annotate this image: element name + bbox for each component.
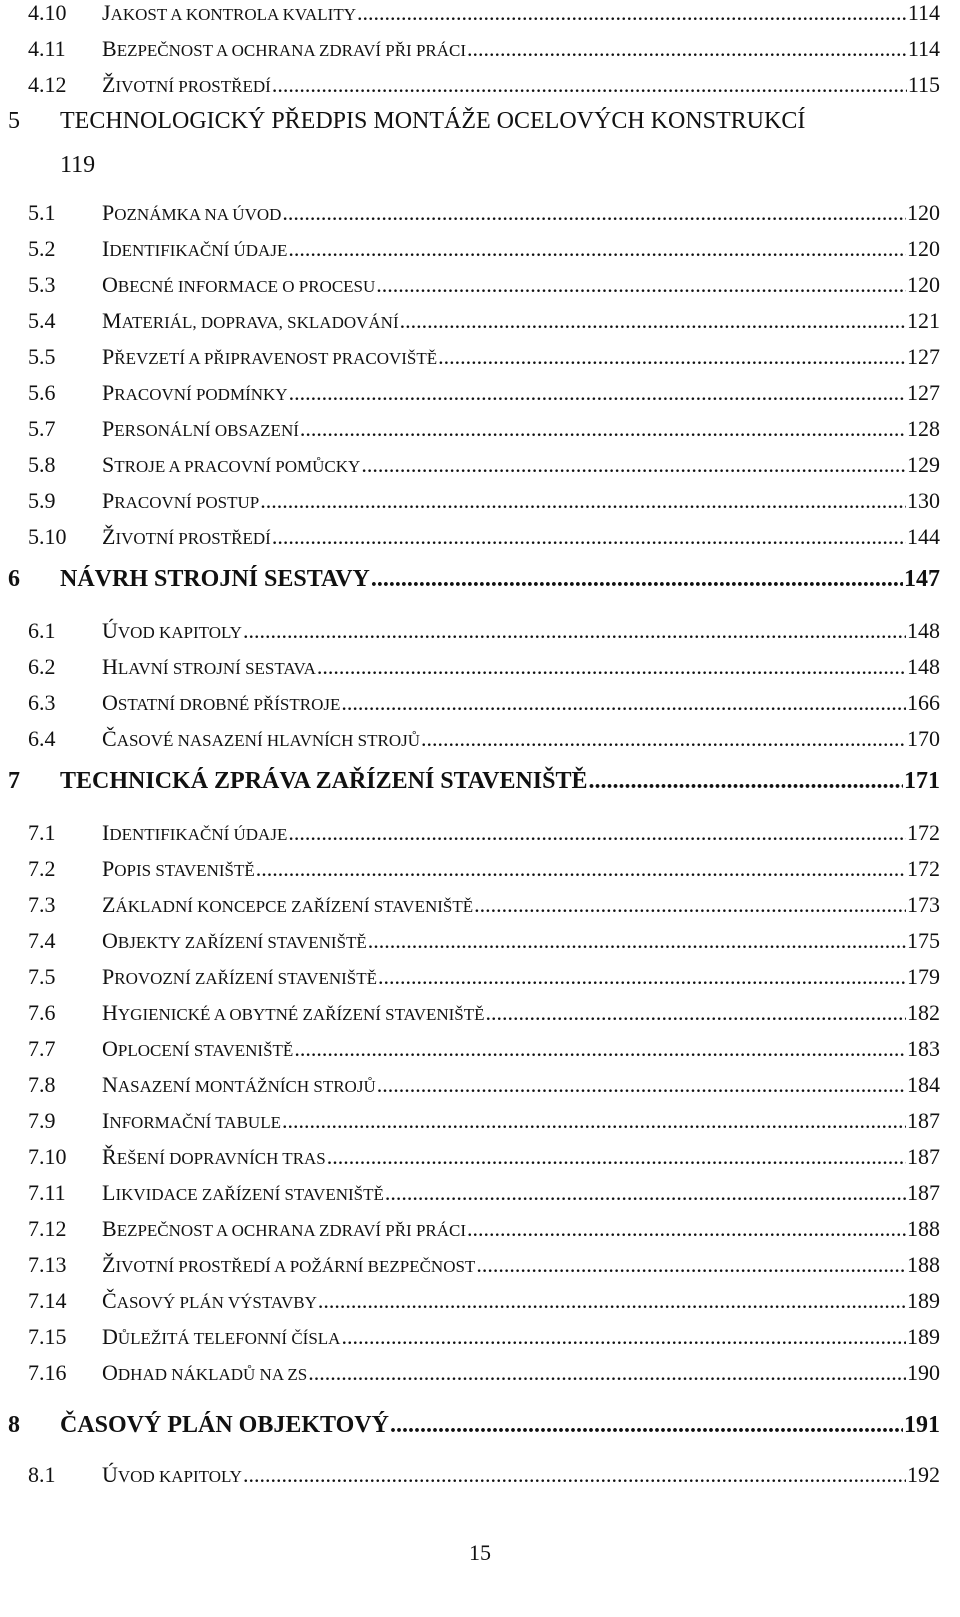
toc-entry-number: 7.5	[28, 964, 56, 989]
toc-entry-title	[102, 928, 367, 954]
toc-entry-title-initial: P	[102, 380, 115, 405]
toc-entry-page: 171	[904, 768, 940, 794]
toc-entry-number: 6.3	[28, 690, 56, 715]
toc-entry-title-rest: EŠENÍ DOPRAVNÍCH TRAS	[116, 1149, 326, 1168]
dot-leader	[357, 0, 907, 26]
toc-entry-title	[102, 200, 281, 226]
toc-entry-title-initial: Č	[102, 726, 117, 751]
toc-entry-number: 7.2	[28, 856, 56, 881]
dot-leader	[467, 1216, 906, 1242]
dot-leader	[288, 236, 906, 262]
toc-entry-title: TECHNICKÁ ZPRÁVA ZAŘÍZENÍ STAVENIŠTĚ	[60, 768, 588, 794]
toc-entry-title-initial: S	[102, 452, 115, 477]
toc-entry-title-rest: ŮLEŽITÁ TELEFONNÍ ČÍSLA	[117, 1329, 341, 1348]
toc-entry-title-rest: ÁKLADNÍ KONCEPCE ZAŘÍZENÍ STAVENIŠTĚ	[115, 897, 474, 916]
toc-entry-title	[102, 892, 473, 918]
toc-entry-title	[102, 1360, 307, 1386]
toc-entry-title-initial: H	[102, 1000, 118, 1025]
toc-entry-title-rest: ERSONÁLNÍ OBSAZENÍ	[114, 421, 299, 440]
toc-entry-page: 188	[907, 1216, 940, 1241]
toc-entry-title	[102, 344, 437, 370]
toc-entry-title-rest: STATNÍ DROBNÉ PŘÍSTROJE	[117, 695, 341, 714]
toc-entry[interactable]	[0, 1324, 940, 1350]
toc-entry-page: 179	[907, 964, 940, 989]
toc-entry-title-initial: O	[102, 272, 118, 297]
toc-entry-page: 187	[907, 1108, 940, 1133]
dot-leader	[243, 618, 906, 644]
toc-entry-title	[102, 1462, 242, 1488]
toc-entry-title-initial: N	[102, 1072, 118, 1097]
toc-entry-number: 5.3	[28, 272, 56, 297]
toc-entry-title-initial: B	[102, 36, 117, 61]
toc-entry-title	[102, 1108, 281, 1134]
toc-entry-title	[102, 726, 420, 752]
toc-entry-title-rest: EZPEČNOST A OCHRANA ZDRAVÍ PŘI PRÁCI	[116, 41, 467, 60]
toc-entry-page: 191	[904, 1412, 940, 1438]
toc-entry[interactable]	[0, 308, 940, 334]
toc-entry[interactable]	[0, 964, 940, 990]
toc-entry-title-rest: ASOVÉ NASAZENÍ HLAVNÍCH STROJŮ	[116, 731, 421, 750]
toc-entry-title-rest: BJEKTY ZAŘÍZENÍ STAVENIŠTĚ	[117, 933, 367, 952]
toc-entry-title-initial: P	[102, 856, 115, 881]
toc-entry-number: 7.9	[28, 1108, 56, 1133]
toc-entry-page: 120	[907, 200, 940, 225]
toc-entry-number: 8.1	[28, 1462, 56, 1487]
toc-entry-title	[102, 618, 242, 644]
toc-entry-page: 184	[907, 1072, 940, 1097]
toc-entry-title: TECHNOLOGICKÝ PŘEDPIS MONTÁŽE OCELOVÝCH KONSTRUKCÍ	[60, 108, 806, 134]
toc-entry[interactable]	[0, 726, 940, 752]
dot-leader	[376, 272, 906, 298]
toc-entry-title-initial: O	[102, 928, 118, 953]
toc-entry[interactable]	[0, 452, 940, 478]
toc-entry-title	[102, 1288, 317, 1314]
toc-entry-page: 114	[907, 0, 940, 25]
toc-entry-title	[102, 1144, 326, 1170]
toc-entry-title	[102, 488, 259, 514]
toc-entry-page: 189	[907, 1324, 940, 1349]
toc-entry-title-rest: DENTIFIKAČNÍ ÚDAJE	[109, 825, 288, 844]
toc-entry[interactable]	[0, 892, 940, 918]
toc-entry[interactable]	[0, 108, 940, 135]
toc-entry-title	[102, 416, 299, 442]
toc-entry-title-rest: DHAD NÁKLADŮ NA ZS	[117, 1365, 308, 1384]
toc-entry[interactable]	[0, 1000, 940, 1026]
toc-entry-title-initial: P	[102, 344, 115, 369]
toc-entry-title	[102, 0, 356, 26]
toc-entry-page: 189	[907, 1288, 940, 1313]
toc-entry-title-initial: Ú	[102, 618, 118, 643]
toc-entry-page: 166	[907, 690, 940, 715]
dot-leader	[243, 1462, 906, 1488]
toc-entry-number: 7.6	[28, 1000, 56, 1025]
toc-entry[interactable]	[0, 820, 940, 846]
toc-entry[interactable]	[0, 1036, 940, 1062]
toc-entry-page: 175	[907, 928, 940, 953]
toc-entry[interactable]	[0, 36, 940, 62]
dot-leader	[288, 820, 906, 846]
toc-entry-title-initial: Ú	[102, 1462, 118, 1487]
toc-entry-title-initial: Č	[102, 1288, 117, 1313]
dot-leader	[438, 344, 906, 370]
toc-entry-title	[102, 524, 271, 550]
toc-entry-title	[102, 72, 271, 98]
toc-entry[interactable]	[0, 768, 940, 795]
toc-entry[interactable]	[0, 618, 940, 644]
toc-entry[interactable]	[0, 654, 940, 680]
toc-entry-title	[102, 308, 399, 334]
dot-leader	[400, 308, 906, 334]
toc-entry-page: 120	[907, 272, 940, 297]
toc-entry-title-rest: ŘEVZETÍ A PŘIPRAVENOST PRACOVIŠTĚ	[114, 349, 438, 368]
toc-entry-number: 7.15	[28, 1324, 67, 1349]
toc-entry-title	[102, 1072, 376, 1098]
toc-entry-title-initial: P	[102, 964, 115, 989]
toc-entry-number: 5.7	[28, 416, 56, 441]
toc-entry-title	[102, 272, 375, 298]
toc-entry-page: 172	[907, 856, 940, 881]
toc-entry[interactable]	[0, 690, 940, 716]
toc-entry-page: 190	[907, 1360, 940, 1385]
toc-entry-title	[102, 1324, 340, 1350]
toc-entry-number: 6	[8, 566, 20, 592]
toc-entry-page: 115	[907, 72, 940, 97]
toc-entry-title-rest: BECNÉ INFORMACE O PROCESU	[117, 277, 376, 296]
toc-entry-title-initial: L	[102, 1180, 116, 1205]
dot-leader	[361, 452, 906, 478]
toc-entry-number: 7.1	[28, 820, 56, 845]
toc-entry-number: 4.10	[28, 0, 67, 25]
dot-leader	[289, 380, 906, 406]
toc-entry-title-initial: Ž	[102, 524, 116, 549]
toc-entry-title-rest: PLOCENÍ STAVENIŠTĚ	[117, 1041, 294, 1060]
dot-leader	[272, 72, 907, 98]
dot-leader	[300, 416, 906, 442]
toc-entry[interactable]	[0, 0, 940, 26]
toc-entry[interactable]	[0, 928, 940, 954]
toc-entry-page: 129	[907, 452, 940, 477]
toc-entry-page: 170	[907, 726, 940, 751]
toc-entry-title-rest: ROVOZNÍ ZAŘÍZENÍ STAVENIŠTĚ	[114, 969, 377, 988]
dot-leader	[385, 1180, 906, 1206]
dot-leader	[341, 690, 906, 716]
toc-entry-title-initial: M	[102, 308, 122, 333]
toc-entry-number: 5.10	[28, 524, 67, 549]
toc-entry-title-rest: AKOST A KONTROLA KVALITY	[110, 5, 356, 24]
toc-entry-title-rest: VOD KAPITOLY	[117, 623, 242, 642]
toc-entry-title-rest: VOD KAPITOLY	[117, 1467, 242, 1486]
toc-entry-title-rest: IVOTNÍ PROSTŘEDÍ A POŽÁRNÍ BEZPEČNOST	[115, 1257, 476, 1276]
toc-entry[interactable]	[0, 236, 940, 262]
toc-entry-title-initial: D	[102, 1324, 118, 1349]
toc-entry-page: 187	[907, 1180, 940, 1205]
toc-entry[interactable]	[0, 200, 940, 226]
toc-entry-title	[102, 654, 316, 680]
toc-entry-page: 127	[907, 380, 940, 405]
toc-entry-title-initial: O	[102, 690, 118, 715]
toc-entry-title-rest: OPIS STAVENIŠTĚ	[114, 861, 255, 880]
toc-entry-page: 183	[907, 1036, 940, 1061]
toc-entry-title-initial: P	[102, 416, 115, 441]
toc-entry[interactable]	[0, 416, 940, 442]
toc-entry[interactable]	[0, 1252, 940, 1278]
toc-entry-page: 130	[907, 488, 940, 513]
dot-leader	[486, 1000, 906, 1026]
dot-leader	[282, 200, 906, 226]
toc-entry-number: 6.1	[28, 618, 56, 643]
toc-entry-title	[102, 452, 360, 478]
toc-entry-number: 7.14	[28, 1288, 67, 1313]
toc-entry-title	[102, 820, 287, 846]
dot-leader	[327, 1144, 906, 1170]
toc-entry-title-initial: J	[102, 0, 111, 25]
toc-entry-title-initial: B	[102, 1216, 117, 1241]
toc-entry-number: 7.7	[28, 1036, 56, 1061]
dot-leader	[421, 726, 906, 752]
toc-entry[interactable]	[0, 566, 940, 593]
dot-leader	[588, 768, 903, 795]
toc-entry[interactable]	[0, 380, 940, 406]
dot-leader	[341, 1324, 906, 1350]
dot-leader	[308, 1360, 906, 1386]
dot-leader	[318, 1288, 906, 1314]
toc-entry-title-rest: IVOTNÍ PROSTŘEDÍ	[115, 77, 271, 96]
toc-entry-number: 5	[8, 108, 20, 134]
toc-entry-title	[102, 1252, 475, 1278]
toc-entry[interactable]	[0, 272, 940, 298]
dot-leader	[256, 856, 906, 882]
toc-entry-page: 147	[904, 566, 940, 592]
toc-entry-title	[102, 964, 377, 990]
toc-entry-number: 7.13	[28, 1252, 67, 1277]
toc-entry-title-rest: IVOTNÍ PROSTŘEDÍ	[115, 529, 271, 548]
toc-entry-title-initial: I	[102, 1108, 110, 1133]
toc-entry-title-rest: RACOVNÍ POSTUP	[114, 493, 260, 512]
toc-entry-page: 119	[60, 152, 96, 178]
toc-entry-page: 114	[907, 36, 940, 61]
dot-leader	[282, 1108, 906, 1134]
toc-entry-number: 4.12	[28, 72, 67, 97]
toc-entry-title-rest: DENTIFIKAČNÍ ÚDAJE	[109, 241, 288, 260]
toc-entry-title	[102, 380, 288, 406]
toc-entry-title-rest: LAVNÍ STROJNÍ SESTAVA	[117, 659, 316, 678]
toc-entry-number: 5.2	[28, 236, 56, 261]
dot-leader	[378, 964, 906, 990]
toc-entry-number: 7.3	[28, 892, 56, 917]
toc-entry-title	[102, 1000, 485, 1026]
toc-entry[interactable]	[0, 1216, 940, 1242]
toc-entry-title: ČASOVÝ PLÁN OBJEKTOVÝ	[60, 1412, 389, 1438]
dot-leader	[390, 1412, 903, 1439]
dot-leader	[294, 1036, 906, 1062]
toc-entry[interactable]	[0, 1360, 940, 1386]
toc-entry[interactable]	[0, 488, 940, 514]
dot-leader	[474, 892, 906, 918]
dot-leader	[272, 524, 906, 550]
toc-entry-number: 7.10	[28, 1144, 67, 1169]
toc-entry-page: 173	[907, 892, 940, 917]
toc-entry-number: 7.16	[28, 1360, 67, 1385]
toc-entry-title-initial: Ž	[102, 1252, 116, 1277]
toc-entry-number: 5.5	[28, 344, 56, 369]
toc-entry-number: 8	[8, 1412, 20, 1438]
toc-entry-page: 182	[907, 1000, 940, 1025]
toc-entry-title-rest: OZNÁMKA NA ÚVOD	[114, 205, 282, 224]
toc-entry[interactable]	[0, 1412, 940, 1439]
toc-entry-title-rest: NFORMAČNÍ TABULE	[109, 1113, 281, 1132]
toc-entry[interactable]	[0, 524, 940, 550]
dot-leader	[371, 566, 903, 593]
toc-entry-page-line	[0, 152, 960, 179]
toc-entry-page: 120	[907, 236, 940, 261]
toc-entry-title-rest: RACOVNÍ PODMÍNKY	[114, 385, 288, 404]
toc-entry-title	[102, 690, 340, 716]
toc-entry-number: 5.4	[28, 308, 56, 333]
toc-entry-page: 188	[907, 1252, 940, 1277]
toc-entry[interactable]	[0, 1180, 940, 1206]
toc-entry-number: 7.11	[28, 1180, 66, 1205]
toc-entry-page: 128	[907, 416, 940, 441]
dot-leader	[317, 654, 906, 680]
toc-entry[interactable]	[0, 1108, 940, 1134]
toc-entry-title-rest: YGIENICKÉ A OBYTNÉ ZAŘÍZENÍ STAVENIŠTĚ	[117, 1005, 485, 1024]
toc-entry[interactable]	[0, 1144, 940, 1170]
toc-entry-title	[102, 36, 466, 62]
toc-entry-page: 192	[907, 1462, 940, 1487]
toc-entry-title	[102, 236, 287, 262]
toc-entry-title-initial: O	[102, 1036, 118, 1061]
dot-leader	[368, 928, 906, 954]
toc-entry-page: 144	[907, 524, 940, 549]
toc-entry[interactable]	[0, 856, 940, 882]
toc-entry-title-initial: O	[102, 1360, 118, 1385]
toc-entry-number: 7	[8, 768, 20, 794]
toc-entry-number: 7.8	[28, 1072, 56, 1097]
toc-entry-title: NÁVRH STROJNÍ SESTAVY	[60, 566, 370, 592]
toc-entry-title	[102, 856, 255, 882]
toc-entry-title-initial: P	[102, 200, 115, 225]
toc-entry-number: 4.11	[28, 36, 66, 61]
dot-leader	[260, 488, 906, 514]
toc-entry-title-rest: IKVIDACE ZAŘÍZENÍ STAVENIŠTĚ	[115, 1185, 384, 1204]
dot-leader	[377, 1072, 906, 1098]
toc-entry-number: 5.9	[28, 488, 56, 513]
toc-entry-title-rest: ASOVÝ PLÁN VÝSTAVBY	[116, 1293, 317, 1312]
toc-entry-title	[102, 1180, 384, 1206]
toc-entry[interactable]	[0, 72, 940, 98]
toc-entry-title-rest: TROJE A PRACOVNÍ POMŮCKY	[114, 457, 361, 476]
toc-entry-title-initial: Z	[102, 892, 116, 917]
page-number: 15	[469, 1540, 491, 1565]
toc-entry-title-initial: Ř	[102, 1144, 117, 1169]
toc-entry-page: 172	[907, 820, 940, 845]
toc-entry-page: 187	[907, 1144, 940, 1169]
toc-entry[interactable]	[0, 344, 940, 370]
toc-entry-title	[102, 1216, 466, 1242]
toc-entry-title-rest: ATERIÁL, DOPRAVA, SKLADOVÁNÍ	[121, 313, 399, 332]
toc-entry-number: 6.4	[28, 726, 56, 751]
toc-entry-number: 5.6	[28, 380, 56, 405]
toc-entry-page: 121	[907, 308, 940, 333]
toc-entry-number: 7.12	[28, 1216, 67, 1241]
toc-entry-page: 148	[907, 618, 940, 643]
toc-entry[interactable]	[0, 1072, 940, 1098]
toc-entry[interactable]	[0, 1288, 940, 1314]
dot-leader	[476, 1252, 906, 1278]
toc-entry-number: 5.8	[28, 452, 56, 477]
toc-entry-number: 6.2	[28, 654, 56, 679]
toc-entry-title-initial: I	[102, 820, 110, 845]
toc-entry-title	[102, 1036, 293, 1062]
toc-entry[interactable]	[0, 1462, 940, 1488]
toc-entry-title-initial: Ž	[102, 72, 116, 97]
dot-leader	[467, 36, 907, 62]
toc-entry-title-initial: I	[102, 236, 110, 261]
toc-entry-number: 7.4	[28, 928, 56, 953]
toc-entry-title-rest: EZPEČNOST A OCHRANA ZDRAVÍ PŘI PRÁCI	[116, 1221, 467, 1240]
toc-entry-title-initial: H	[102, 654, 118, 679]
toc-entry-page: 127	[907, 344, 940, 369]
toc-entry-title-rest: ASAZENÍ MONTÁŽNÍCH STROJŮ	[117, 1077, 376, 1096]
toc-entry-number: 5.1	[28, 200, 56, 225]
toc-entry-page: 148	[907, 654, 940, 679]
toc-entry-title-initial: P	[102, 488, 115, 513]
